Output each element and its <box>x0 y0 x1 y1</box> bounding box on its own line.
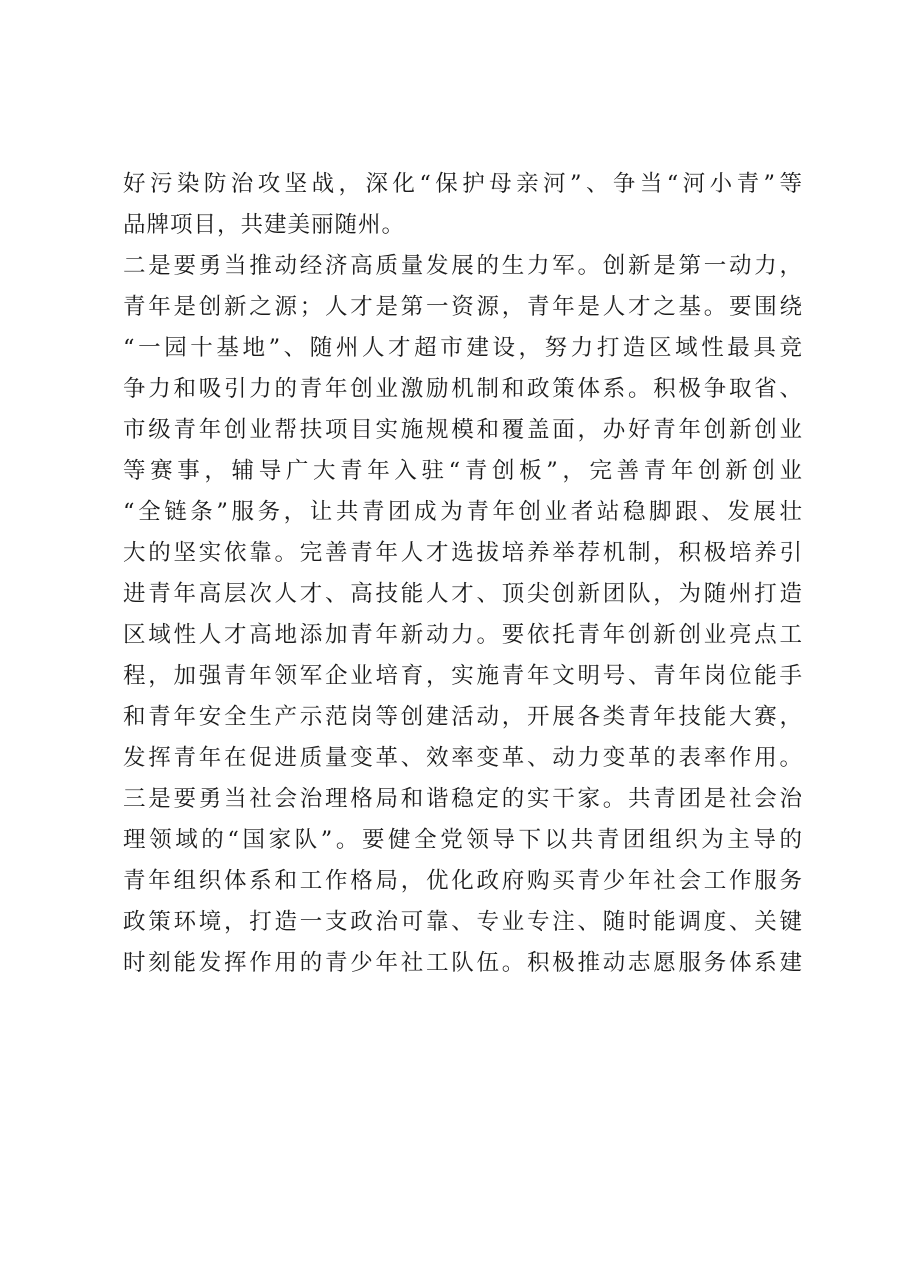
text-line: 大的坚实依靠。完善青年人才选拔培养举荐机制，积极培养引 <box>123 540 803 566</box>
text-line: 青年组织体系和工作格局，优化政府购买青少年社会工作服务 <box>123 868 803 894</box>
text-line: 好污染防治攻坚战，深化“保护母亲河”、争当“河小青”等 <box>123 171 803 197</box>
document-body <box>123 164 803 984</box>
text-line: 三是要勇当社会治理格局和谐稳定的实干家。共青团是社会治 <box>123 786 803 812</box>
text-line: 程，加强青年领军企业培育，实施青年文明号、青年岗位能手 <box>123 663 803 689</box>
text-line: 品牌项目，共建美丽随州。 <box>123 212 406 238</box>
text-line: 争力和吸引力的青年创业激励机制和政策体系。积极争取省、 <box>123 376 803 402</box>
text-line: 青年是创新之源；人才是第一资源，青年是人才之基。要围绕 <box>123 294 803 320</box>
text-line: 区域性人才高地添加青年新动力。要依托青年创新创业亮点工 <box>123 622 803 648</box>
text-line: 二是要勇当推动经济高质量发展的生力军。创新是第一动力， <box>123 253 803 279</box>
text-line: “全链条”服务，让共青团成为青年创业者站稳脚跟、发展壮 <box>123 499 803 525</box>
text-line: 和青年安全生产示范岗等创建活动，开展各类青年技能大赛， <box>123 704 803 730</box>
text-line: 政策环境，打造一支政治可靠、专业专注、随时能调度、关键 <box>123 909 803 935</box>
text-line: 时刻能发挥作用的青少年社工队伍。积极推动志愿服务体系建 <box>123 950 803 976</box>
text-line: “一园十基地”、随州人才超市建设，努力打造区域性最具竞 <box>123 335 803 361</box>
text-line: 市级青年创业帮扶项目实施规模和覆盖面，办好青年创新创业 <box>123 417 803 443</box>
text-line: 等赛事，辅导广大青年入驻“青创板”，完善青年创新创业 <box>123 458 803 484</box>
text-line: 发挥青年在促进质量变革、效率变革、动力变革的表率作用。 <box>123 745 803 771</box>
text-line: 进青年高层次人才、高技能人才、顶尖创新团队，为随州打造 <box>123 581 803 607</box>
text-line: 理领域的“国家队”。要健全党领导下以共青团组织为主导的 <box>123 827 803 853</box>
